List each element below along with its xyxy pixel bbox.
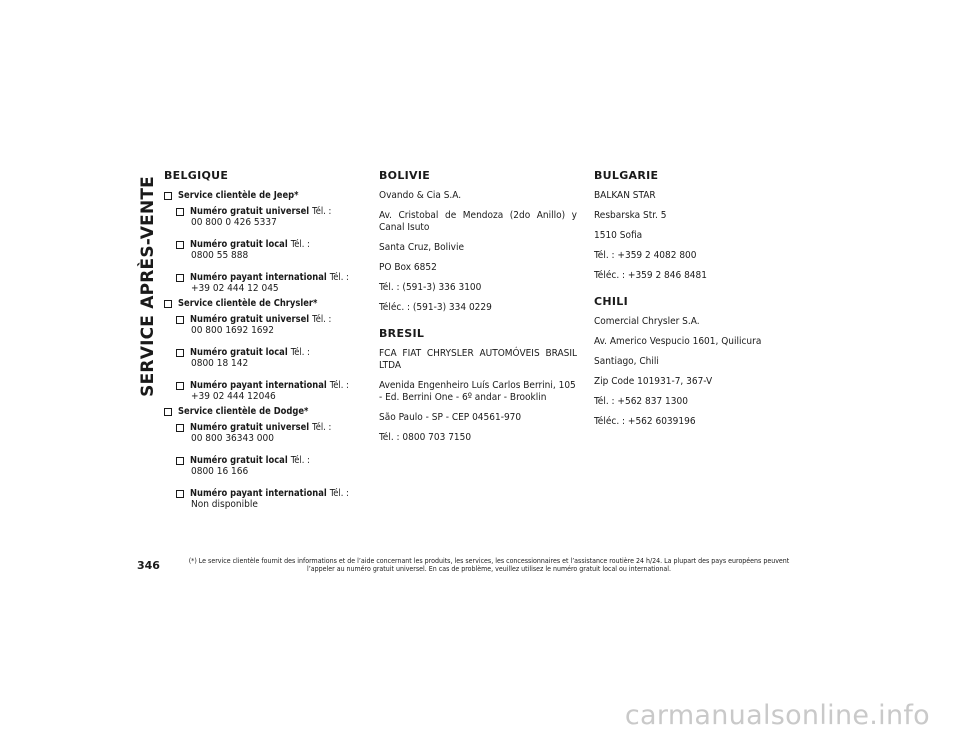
section-side-title-text: SERVICE APRÈS-VENTE [138, 176, 158, 397]
checkbox-bullet-icon [176, 274, 184, 282]
address-line: Tél. : 0800 703 7150 [379, 432, 472, 443]
phone-value: 00 800 36343 000 [191, 433, 274, 444]
checkbox-bullet-icon [176, 424, 184, 432]
item-label: Numéro gratuit universel [190, 206, 310, 217]
tel-label: Tél. : [329, 272, 349, 283]
address-line: Tél. : +562 837 1300 [594, 396, 688, 407]
checkbox-bullet-icon [176, 490, 184, 498]
tel-label: Tél. : [329, 380, 349, 391]
list-item [176, 380, 349, 403]
column-bulgarie-chili [594, 170, 794, 436]
address-line: BALKAN STAR [594, 190, 656, 201]
checkbox-bullet-icon [176, 382, 184, 390]
phone-value: 0800 18 142 [191, 358, 249, 369]
address-line: Téléc. : +562 6039196 [594, 416, 696, 427]
phone-value: 00 800 0 426 5337 [191, 217, 277, 228]
group-jeep-label-row [164, 190, 349, 202]
group-jeep-label: Service clientèle de Jeep* [178, 190, 299, 201]
item-label: Numéro payant international [190, 380, 327, 391]
list-item [176, 239, 349, 262]
address-line: Tél. : +359 2 4082 800 [594, 250, 697, 261]
address-line: Téléc. : (591-3) 334 0229 [379, 302, 492, 313]
section-side-title [136, 176, 160, 397]
footnote: (*) Le service clientèle fournit des informations et de l’aide concernant les produits, les services, les concessionnaires et l’assistance routière 24 h/24. La plupart des pays européens peuvent l’appeler au numéro gratuit universel. En cas de problème, veuillez utilisez le numéro gratuit local ou international. [188, 557, 790, 573]
watermark: carmanualsonline.info [624, 700, 930, 731]
tel-label: Tél. : [290, 455, 310, 466]
heading-belgique: BELGIQUE [164, 169, 229, 182]
group-dodge [164, 406, 349, 511]
tel-label: Tél. : [312, 206, 332, 217]
tel-label: Tél. : [290, 347, 310, 358]
list-item [176, 206, 349, 229]
group-jeep [164, 190, 349, 295]
group-chrysler-label-row [164, 298, 349, 310]
address-line: Santa Cruz, Bolivie [379, 242, 464, 253]
checkbox-bullet-icon [176, 208, 184, 216]
address-line: Zip Code 101931-7, 367-V [594, 376, 713, 387]
column-belgique [164, 170, 349, 521]
address-line: PO Box 6852 [379, 262, 437, 273]
phone-value: 0800 16 166 [191, 466, 249, 477]
list-item [176, 272, 349, 295]
address-line: Téléc. : +359 2 846 8481 [594, 270, 707, 281]
item-label: Numéro gratuit universel [190, 314, 310, 325]
heading-bresil: BRESIL [379, 327, 425, 340]
address-line: Av. Americo Vespucio 1601, Quilicura [594, 336, 762, 347]
list-item [176, 314, 349, 337]
item-label: Numéro gratuit universel [190, 422, 310, 433]
item-label: Numéro payant international [190, 272, 327, 283]
list-item [176, 347, 349, 370]
tel-label: Tél. : [312, 422, 332, 433]
phone-value: +39 02 444 12 045 [191, 283, 279, 294]
address-line: Santiago, Chili [594, 356, 659, 367]
item-label: Numéro payant international [190, 488, 327, 499]
column-bolivie-bresil [379, 170, 577, 452]
phone-value: 0800 55 888 [191, 250, 249, 261]
phone-value: 00 800 1692 1692 [191, 325, 274, 336]
address-line: FCA FIAT CHRYSLER AUTOMÓVEIS BRASIL LTDA [379, 348, 577, 371]
group-chrysler-label: Service clientèle de Chrysler* [178, 298, 318, 309]
address-line: Tél. : (591-3) 336 3100 [379, 282, 482, 293]
item-label: Numéro gratuit local [190, 455, 288, 466]
address-line: Ovando & Cia S.A. [379, 190, 462, 201]
phone-value: Non disponible [191, 499, 258, 510]
heading-bulgarie: BULGARIE [594, 169, 659, 182]
item-label: Numéro gratuit local [190, 347, 288, 358]
checkbox-bullet-icon [176, 457, 184, 465]
address-line: Resbarska Str. 5 [594, 210, 667, 221]
checkbox-bullet-icon [164, 300, 172, 308]
checkbox-bullet-icon [176, 241, 184, 249]
address-line: Comercial Chrysler S.A. [594, 316, 700, 327]
heading-bolivie: BOLIVIE [379, 169, 431, 182]
phone-value: +39 02 444 12046 [191, 391, 276, 402]
group-dodge-label: Service clientèle de Dodge* [178, 406, 309, 417]
list-item [176, 488, 349, 511]
tel-label: Tél. : [329, 488, 349, 499]
address-line: Av. Cristobal de Mendoza (2do Anillo) y Canal Isuto [379, 210, 577, 233]
address-line: São Paulo - SP - CEP 04561-970 [379, 412, 522, 423]
list-item [176, 455, 349, 478]
checkbox-bullet-icon [176, 349, 184, 357]
page-number: 346 [137, 559, 160, 572]
group-chrysler [164, 298, 349, 403]
group-dodge-label-row [164, 406, 349, 418]
checkbox-bullet-icon [164, 192, 172, 200]
checkbox-bullet-icon [176, 316, 184, 324]
address-line: Avenida Engenheiro Luís Carlos Berrini, 105 - Ed. Berrini One - 6º andar - Brooklin [379, 380, 576, 403]
item-label: Numéro gratuit local [190, 239, 288, 250]
tel-label: Tél. : [290, 239, 310, 250]
list-item [176, 422, 349, 445]
address-line: 1510 Sofia [594, 230, 643, 241]
checkbox-bullet-icon [164, 408, 172, 416]
heading-chili: CHILI [594, 295, 628, 308]
tel-label: Tél. : [312, 314, 332, 325]
